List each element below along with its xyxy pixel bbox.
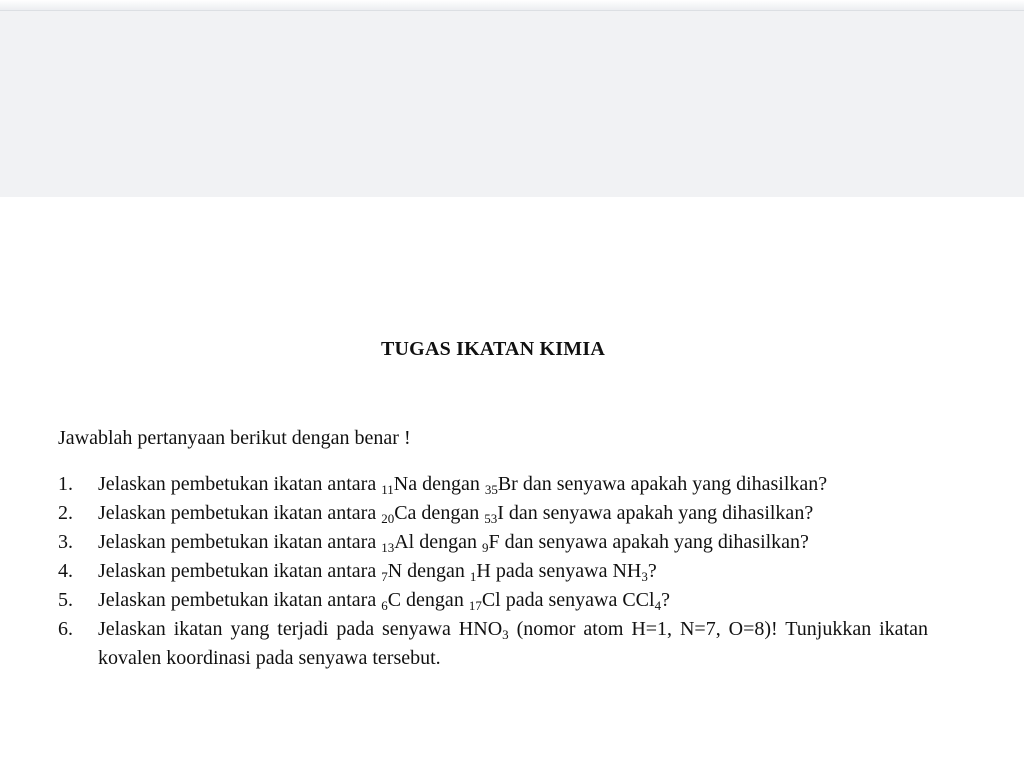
- question-text: [98, 499, 928, 528]
- atomic-number: 53: [484, 511, 498, 526]
- question-text-part: H pada senyawa NH: [476, 560, 642, 582]
- document-title: TUGAS IKATAN KIMIA: [381, 338, 605, 360]
- question-text-part: (nomor atom H=1, N=7, O=8)! Tunjukkan ikatan kovalen koordinasi pada senyawa tersebut.: [98, 618, 928, 669]
- atomic-number: 11: [381, 482, 394, 497]
- atomic-number: 7: [381, 569, 388, 584]
- instruction-text: Jawablah pertanyaan berikut dengan benar !: [58, 427, 411, 449]
- top-edge-shadow: [0, 0, 1024, 11]
- question-number: 1.: [58, 473, 73, 495]
- question-text: [98, 470, 928, 499]
- question-text-part: Jelaskan pembetukan ikatan antara: [98, 473, 382, 495]
- question-item: [58, 499, 928, 528]
- question-text-part: Ca dengan: [394, 502, 485, 524]
- question-text-part: Jelaskan ikatan yang terjadi pada senyawa HNO: [98, 618, 503, 640]
- question-text-part: Na dengan: [393, 473, 485, 495]
- question-text-part: ?: [647, 560, 657, 582]
- question-text-part: ?: [661, 589, 670, 611]
- question-text-part: I dan senyawa apakah yang dihasilkan?: [497, 502, 814, 524]
- question-item: [58, 586, 928, 615]
- question-item: [58, 615, 928, 673]
- formula-subscript: 3: [502, 627, 509, 642]
- question-number: 4.: [58, 560, 73, 582]
- question-item: [58, 528, 928, 557]
- atomic-number: 17: [468, 598, 482, 613]
- question-text: [98, 557, 928, 586]
- question-text-part: Jelaskan pembetukan ikatan antara: [98, 560, 382, 582]
- atomic-number: 6: [381, 598, 388, 613]
- question-text-part: Al dengan: [394, 531, 482, 553]
- question-text: [98, 615, 928, 673]
- question-text-part: Cl pada senyawa CCl: [481, 589, 655, 611]
- formula-subscript: 4: [654, 598, 662, 613]
- question-text-part: F dan senyawa apakah yang dihasilkan?: [488, 531, 809, 553]
- question-number: 6.: [58, 618, 73, 640]
- question-number: 5.: [58, 589, 73, 611]
- question-text-part: Jelaskan pembetukan ikatan antara: [98, 531, 382, 553]
- question-text-part: Jelaskan pembetukan ikatan antara: [98, 502, 382, 524]
- question-item: [58, 470, 928, 499]
- question-text-part: Br dan senyawa apakah yang dihasilkan?: [497, 473, 828, 495]
- question-number: 2.: [58, 502, 73, 524]
- atomic-number: 13: [381, 540, 395, 555]
- atomic-number: 1: [469, 569, 477, 584]
- question-item: [58, 557, 928, 586]
- atomic-number: 9: [481, 540, 489, 555]
- question-text-part: C dengan: [387, 589, 469, 611]
- top-gray-band: [0, 0, 1024, 197]
- question-text: [98, 586, 928, 615]
- question-text-part: Jelaskan pembetukan ikatan antara: [98, 589, 382, 611]
- formula-subscript: 3: [641, 569, 648, 584]
- atomic-number: 20: [381, 511, 395, 526]
- question-list: [58, 470, 928, 673]
- question-number: 3.: [58, 531, 73, 553]
- question-text: [98, 528, 928, 557]
- question-text-part: N dengan: [387, 560, 470, 582]
- atomic-number: 35: [484, 482, 498, 497]
